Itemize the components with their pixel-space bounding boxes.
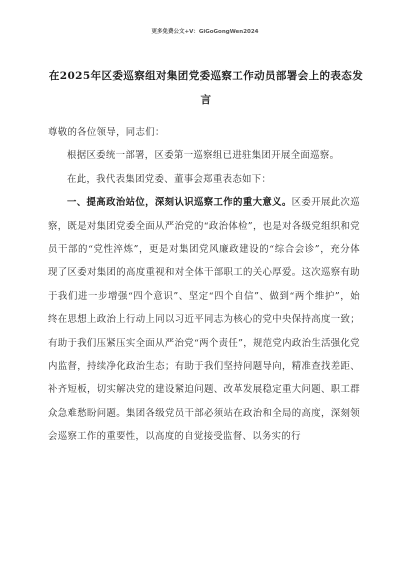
section-1-heading: 一、提高政治站位，深刻认识巡察工作的重大意义。: [67, 197, 292, 209]
document-body: [48, 121, 360, 449]
salutation: 尊敬的各位领导，同志们：: [48, 127, 165, 138]
watermark-text: 更多免费公文+V：GiGoGongWen2024: [151, 29, 259, 35]
paragraph-statement: 在此，我代表集团党委、董事会郑重表态如下：: [67, 173, 272, 185]
section-1-paragraph: [48, 191, 360, 448]
section-1-body: 区委开展此次巡察，既是对集团党委全面从严治党的“政治体检”，也是对各级党组织和党员干部的“党性淬炼”，更是对集团党风廉政建设的“综合会诊”，充分体现了区委对集团的高度重视和对全体干部职工的关心厚爱。这次巡察有助于我们进一步增强“四个意识”、坚定“四个自信”、做到“两个维护”，始终在思想上政治上行动上同以习近平同志为核心的党中央保持高度一致；有助于我们压紧压实全面从严治党“两个责任”，规范党内政治生活强化党内监督，持续净化政治生态；有助于我们坚持问题导向，精准查找差距、补齐短板，切实解决党的建设紧迫问题、改革发展稳定重大问题、职工群众急难愁盼问题。集团各级党员干部必须站在政治和全局的高度，深刻领会巡察工作的重要性，以高度的自觉接受监督、以务实的行: [48, 197, 360, 443]
paragraph-intro: 根据区委统一部署，区委第一巡察组已进驻集团开展全面巡察。: [67, 150, 340, 162]
document-title: 在2025年区委巡察组对集团党委巡察工作动员部署会上的表态发言: [48, 70, 364, 106]
